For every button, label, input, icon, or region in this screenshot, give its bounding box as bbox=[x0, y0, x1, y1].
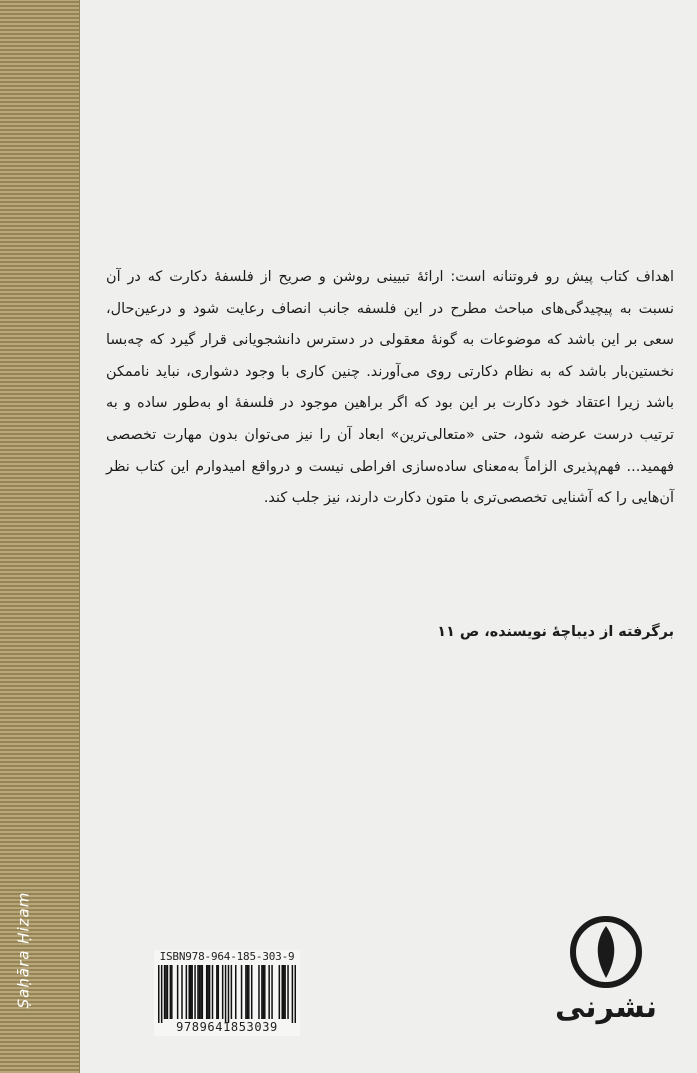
barcode-bar bbox=[194, 965, 196, 1019]
barcode-block bbox=[154, 950, 300, 1036]
barcode-bar bbox=[245, 965, 247, 1019]
barcode-bar bbox=[181, 965, 183, 1019]
barcode-bar bbox=[231, 965, 233, 1019]
barcode-bar bbox=[241, 965, 243, 1019]
barcode-bar bbox=[206, 965, 208, 1019]
barcode-bar bbox=[164, 965, 166, 1019]
barcode-bar bbox=[161, 965, 163, 1023]
barcode-bar bbox=[263, 965, 265, 1019]
barcode-bar bbox=[171, 965, 173, 1019]
barcode-bar bbox=[158, 965, 160, 1023]
barcode-bar bbox=[251, 965, 253, 1019]
barcode-bar bbox=[167, 965, 169, 1019]
barcode-bar bbox=[177, 965, 179, 1019]
barcode-bar bbox=[264, 965, 266, 1019]
barcode-bars bbox=[158, 965, 296, 1023]
blurb-paragraph: اهداف کتاب پیش رو فروتنانه است: ارائهٔ تبیینی روشن و صریح از فلسفهٔ دکارت که در آن نسبت به پیچیدگی‌های مباحث مطرح در این فلسفه جانب انصاف رعایت شود و درعین‌حال، سعی بر این باشد که موضوعات به گونهٔ معقولی در دسترس دانشجویانی قرار گیرد که چه‌بسا نخستین‌بار باشد که به نظام دکارتی روی می‌آورند. چنین کاری با وجود دشواری، نباید ناممکن باشد زیرا اعتقاد خود دکارت بر این بود که اگر براهین موجود در فلسفهٔ او به‌طور ساده و به ترتیب درست عرضه شود، حتی «متعالی‌ترین» ابعاد آن را نیز می‌توان بدون مهارت تخصصی فهمید... فهم‌پذیری الزاماً به‌معنای ساده‌سازی افراطی نیست و درواقع امیدوارم این کتاب نظر آن‌هایی را که آشنایی تخصصی‌تری با متون دکارت دارند، نیز جلب کند. bbox=[106, 269, 674, 507]
publisher-logo-icon bbox=[566, 912, 646, 992]
barcode-bar bbox=[295, 965, 296, 1023]
barcode-digits: 9789641853039 bbox=[176, 1020, 278, 1034]
barcode-bar bbox=[228, 965, 230, 1023]
barcode-bar bbox=[283, 965, 285, 1019]
barcode-bar bbox=[235, 965, 237, 1019]
isbn-label: ISBN978-964-185-303-9 bbox=[159, 950, 295, 963]
barcode-bar bbox=[212, 965, 214, 1019]
blurb-source: برگرفته از دیباچهٔ نویسنده، ص ۱۱ bbox=[437, 624, 674, 640]
barcode-bar bbox=[209, 965, 211, 1019]
barcode-bar bbox=[279, 965, 281, 1019]
barcode-bar bbox=[190, 965, 192, 1019]
barcode-bar bbox=[261, 965, 263, 1019]
barcode-bar bbox=[225, 965, 227, 1023]
barcode-bar bbox=[287, 965, 289, 1019]
barcode-bar bbox=[200, 965, 202, 1019]
barcode-bar bbox=[218, 965, 220, 1019]
barcode-bar bbox=[281, 965, 283, 1019]
barcode-bar bbox=[197, 965, 199, 1019]
barcode-bar bbox=[189, 965, 191, 1019]
barcode-bar bbox=[248, 965, 250, 1019]
barcode-bar bbox=[202, 965, 204, 1019]
barcode-bar bbox=[247, 965, 249, 1019]
barcode-bar bbox=[216, 965, 218, 1019]
barcode-bar bbox=[165, 965, 167, 1019]
barcode-bar bbox=[207, 965, 209, 1019]
barcode-bar bbox=[268, 965, 270, 1019]
publisher-name: نشرنی bbox=[554, 990, 658, 1025]
barcode-bar bbox=[271, 965, 273, 1019]
barcode-bar bbox=[284, 965, 286, 1019]
book-spine bbox=[0, 0, 80, 1073]
barcode-bar bbox=[222, 965, 224, 1019]
barcode-bar bbox=[170, 965, 172, 1019]
spine-designer-signature: Ṣaḥāra Ḥizam bbox=[14, 891, 33, 1009]
barcode-bar bbox=[199, 965, 201, 1019]
barcode-bar bbox=[186, 965, 188, 1019]
barcode-bar bbox=[258, 965, 260, 1019]
barcode-bar bbox=[292, 965, 294, 1023]
barcode-bar bbox=[191, 965, 193, 1019]
